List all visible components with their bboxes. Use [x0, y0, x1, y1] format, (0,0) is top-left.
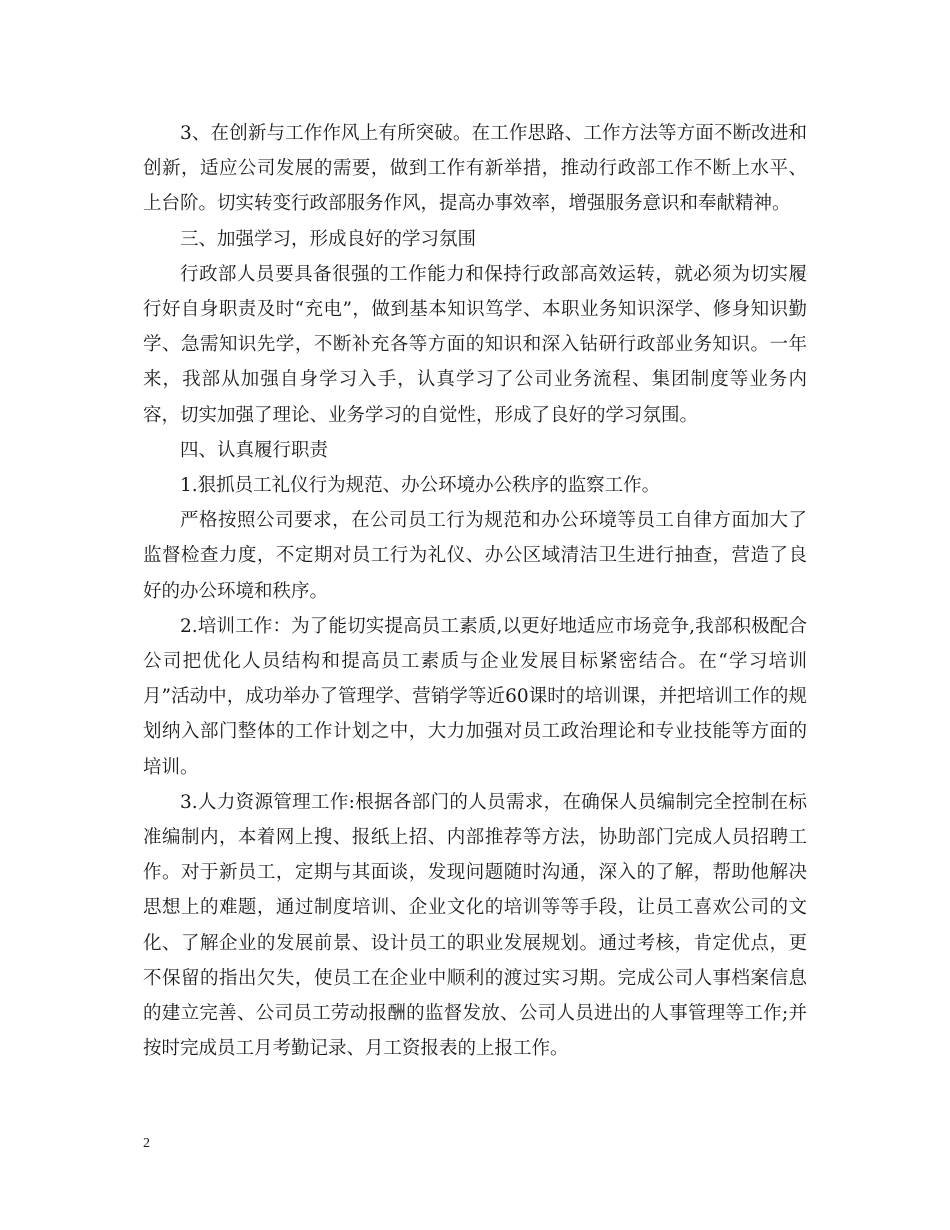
subheading-etiquette: 1.狠抓员工礼仪行为规范、办公环境办公秩序的监察工作。 — [180, 475, 661, 497]
paragraph-training: 2.培训工作：为了能切实提高员工素质,以更好地适应市场竞争,我部积极配合公司把优化人员结构和提高员工素质与企业发展目标紧密结合。在“学习培训月”活动中，成功举办了管理学、营销学等近60课时的培训课，并把培训工作的规划纳入部门整体的工作计划之中，大力加强对员工政治理论和专业技能等方面的培训。 — [143, 615, 807, 778]
paragraph-hr-management: 3.人力资源管理工作:根据各部门的人员需求，在确保人员编制完全控制在标准编制内，本着网上搜、报纸上招、内部推荐等方法，协助部门完成人员招聘工作。对于新员工，定期与其面谈，发现问题随时沟通，深入的了解，帮助他解决思想上的难题，通过制度培训、企业文化的培训等等手段，让员工喜欢公司的文化、了解企业的发展前景、设计员工的职业发展规划。通过考核，肯定优点，更不保留的指出欠失，使员工在企业中顺利的渡过实习期。完成公司人事档案信息的建立完善、公司员工劳动报酬的监督发放、公司人员进出的人事管理等工作;并按时完成员工月考勤记录、月工资报表的上报工作。 — [143, 791, 807, 1060]
heading-strengthen-learning: 三、加强学习，形成良好的学习氛围 — [180, 228, 477, 250]
heading-fulfill-duties: 四、认真履行职责 — [180, 439, 329, 461]
paragraph-innovation: 3、在创新与工作作风上有所突破。在工作思路、工作方法等方面不断改进和创新，适应公司发展的需要，做到工作有新举措，推动行政部工作不断上水平、上台阶。切实转变行政部服务作风，提高办事效率，增强服务意识和奉献精神。 — [143, 123, 807, 215]
page-number: 2 — [143, 1136, 150, 1151]
paragraph-supervision: 严格按照公司要求，在公司员工行为规范和办公环境等员工自律方面加大了监督检查力度，不定期对员工行为礼仪、办公区域清洁卫生进行抽查，营造了良好的办公环境和秩序。 — [143, 510, 807, 602]
paragraph-learning: 行政部人员要具备很强的工作能力和保持行政部高效运转，就必须为切实履行好自身职责及时“充电”，做到基本知识笃学、本职业务知识深学、修身知识勤学、急需知识先学，不断补充各等方面的知识和深入钻研行政部业务知识。一年来，我部从加强自身学习入手，认真学习了公司业务流程、集团制度等业务内容，切实加强了理论、业务学习的自觉性，形成了良好的学习氛围。 — [143, 263, 807, 426]
body-text — [143, 116, 807, 1066]
